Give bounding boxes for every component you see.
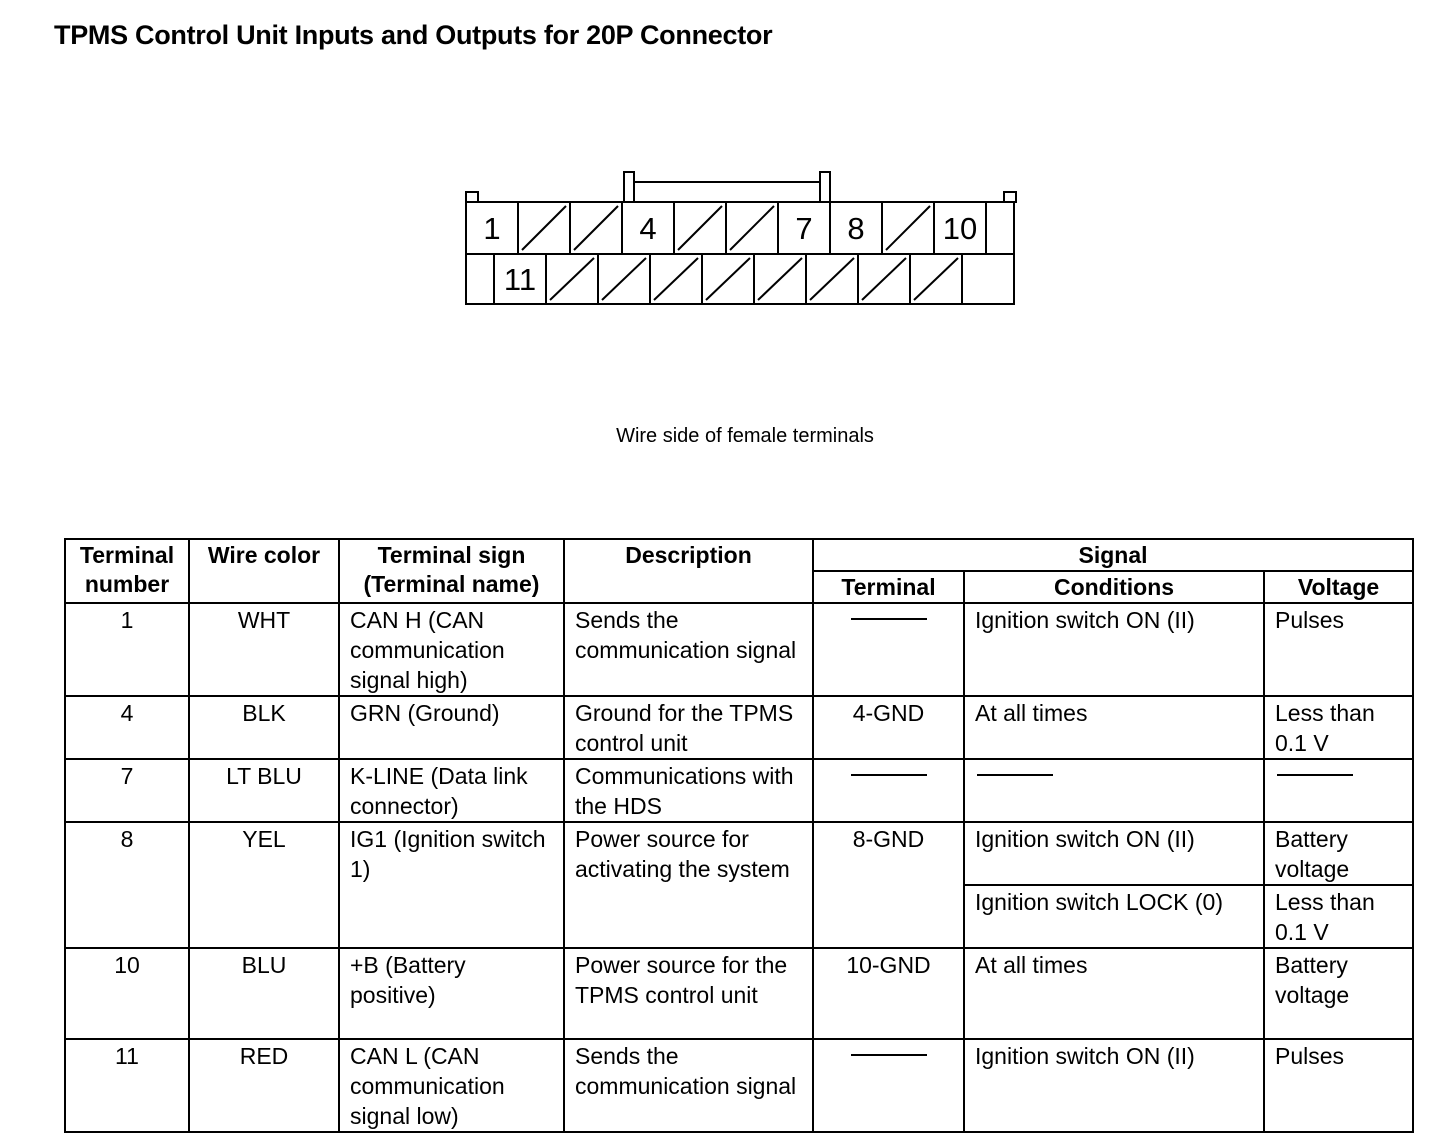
header-description: Description [564, 539, 813, 603]
terminal-label: 10 [942, 211, 978, 246]
header-signal: Signal [813, 539, 1413, 571]
dash-mark [851, 618, 927, 620]
conditions-cell: Ignition switch ON (II) [964, 822, 1264, 885]
terminal-number-cell: 10 [65, 948, 189, 1039]
description-cell: Ground for the TPMS control unit [564, 696, 813, 759]
header-terminal-number: Terminal number [65, 539, 189, 603]
header-terminal-sign: Terminal sign (Terminal name) [339, 539, 564, 603]
signal-terminal-cell [813, 1039, 964, 1132]
page-title: TPMS Control Unit Inputs and Outputs for 20P Connector [54, 20, 773, 50]
table-row [65, 948, 1413, 1039]
voltage-cell: Battery voltage [1264, 948, 1413, 1039]
description-cell: Sends the communication signal [564, 1039, 813, 1132]
unused-cavity-mark [862, 258, 906, 300]
terminal-sign-cell: CAN L (CAN communication signal low) [339, 1039, 564, 1132]
table-row [65, 603, 1413, 696]
dash-mark [1277, 774, 1353, 776]
voltage-cell: Pulses [1264, 1039, 1413, 1132]
terminal-label: 1 [483, 211, 501, 246]
wire-color-cell: BLK [189, 696, 339, 759]
signal-terminal-cell: 4-GND [813, 696, 964, 759]
table-row [65, 759, 1413, 822]
description-cell: Power source for activating the system [564, 822, 813, 948]
terminal-sign-cell: K-LINE (Data link connector) [339, 759, 564, 822]
table-row [65, 1039, 1413, 1132]
conditions-cell: Ignition switch ON (II) [964, 603, 1264, 696]
signal-terminal-cell: 10-GND [813, 948, 964, 1039]
header-conditions: Conditions [964, 571, 1264, 603]
wire-color-cell: LT BLU [189, 759, 339, 822]
terminal-label: 7 [795, 211, 813, 246]
terminal-label: 8 [847, 211, 865, 246]
terminal-number-cell: 8 [65, 822, 189, 948]
connector-bottom-row [494, 254, 962, 304]
conditions-cell: At all times [964, 948, 1264, 1039]
header-signal-terminal: Terminal [813, 571, 964, 603]
wire-color-cell: WHT [189, 603, 339, 696]
voltage-cell: Less than 0.1 V [1264, 696, 1413, 759]
unused-cavity-mark [730, 206, 774, 250]
unused-cavity-mark [550, 258, 594, 300]
unused-cavity-mark [654, 258, 698, 300]
conditions-cell: Ignition switch LOCK (0) [964, 885, 1264, 948]
dash-mark [851, 774, 927, 776]
description-cell: Communications with the HDS [564, 759, 813, 822]
signal-terminal-cell [813, 759, 964, 822]
terminal-number-cell: 11 [65, 1039, 189, 1132]
unused-cavity-mark [678, 206, 722, 250]
voltage-cell: Pulses [1264, 603, 1413, 696]
voltage-cell: Less than 0.1 V [1264, 885, 1413, 948]
terminal-number-cell: 4 [65, 696, 189, 759]
conditions-cell: Ignition switch ON (II) [964, 1039, 1264, 1132]
terminal-number-cell: 1 [65, 603, 189, 696]
terminal-sign-cell: CAN H (CAN communication signal high) [339, 603, 564, 696]
header-voltage: Voltage [1264, 571, 1413, 603]
terminal-sign-cell: GRN (Ground) [339, 696, 564, 759]
description-cell: Sends the communication signal [564, 603, 813, 696]
signal-terminal-cell [813, 603, 964, 696]
unused-cavity-mark [758, 258, 802, 300]
unused-cavity-mark [602, 258, 646, 300]
diagram-caption: Wire side of female terminals [616, 425, 874, 447]
conditions-cell: At all times [964, 696, 1264, 759]
unused-cavity-mark [706, 258, 750, 300]
header-wire-color: Wire color [189, 539, 339, 603]
connector-top-row [466, 202, 986, 254]
voltage-cell: Battery voltage [1264, 822, 1413, 885]
connector-diagram [462, 168, 1022, 310]
unused-cavity-mark [914, 258, 958, 300]
unused-cavity-mark [522, 206, 566, 250]
signal-terminal-cell: 8-GND [813, 822, 964, 948]
unused-cavity-mark [886, 206, 930, 250]
terminal-sign-cell: +B (Battery positive) [339, 948, 564, 1039]
unused-cavity-mark [574, 206, 618, 250]
conditions-cell [964, 759, 1264, 822]
io-table [64, 538, 1414, 1133]
terminal-number-cell: 7 [65, 759, 189, 822]
table-row [65, 696, 1413, 759]
description-cell: Power source for the TPMS control unit [564, 948, 813, 1039]
table-row [65, 822, 1413, 885]
dash-mark [977, 774, 1053, 776]
voltage-cell [1264, 759, 1413, 822]
wire-color-cell: YEL [189, 822, 339, 948]
unused-cavity-mark [810, 258, 854, 300]
wire-color-cell: RED [189, 1039, 339, 1132]
terminal-label: 4 [639, 211, 657, 246]
dash-mark [851, 1054, 927, 1056]
wire-color-cell: BLU [189, 948, 339, 1039]
terminal-label: 11 [503, 262, 537, 297]
terminal-sign-cell: IG1 (Ignition switch 1) [339, 822, 564, 948]
